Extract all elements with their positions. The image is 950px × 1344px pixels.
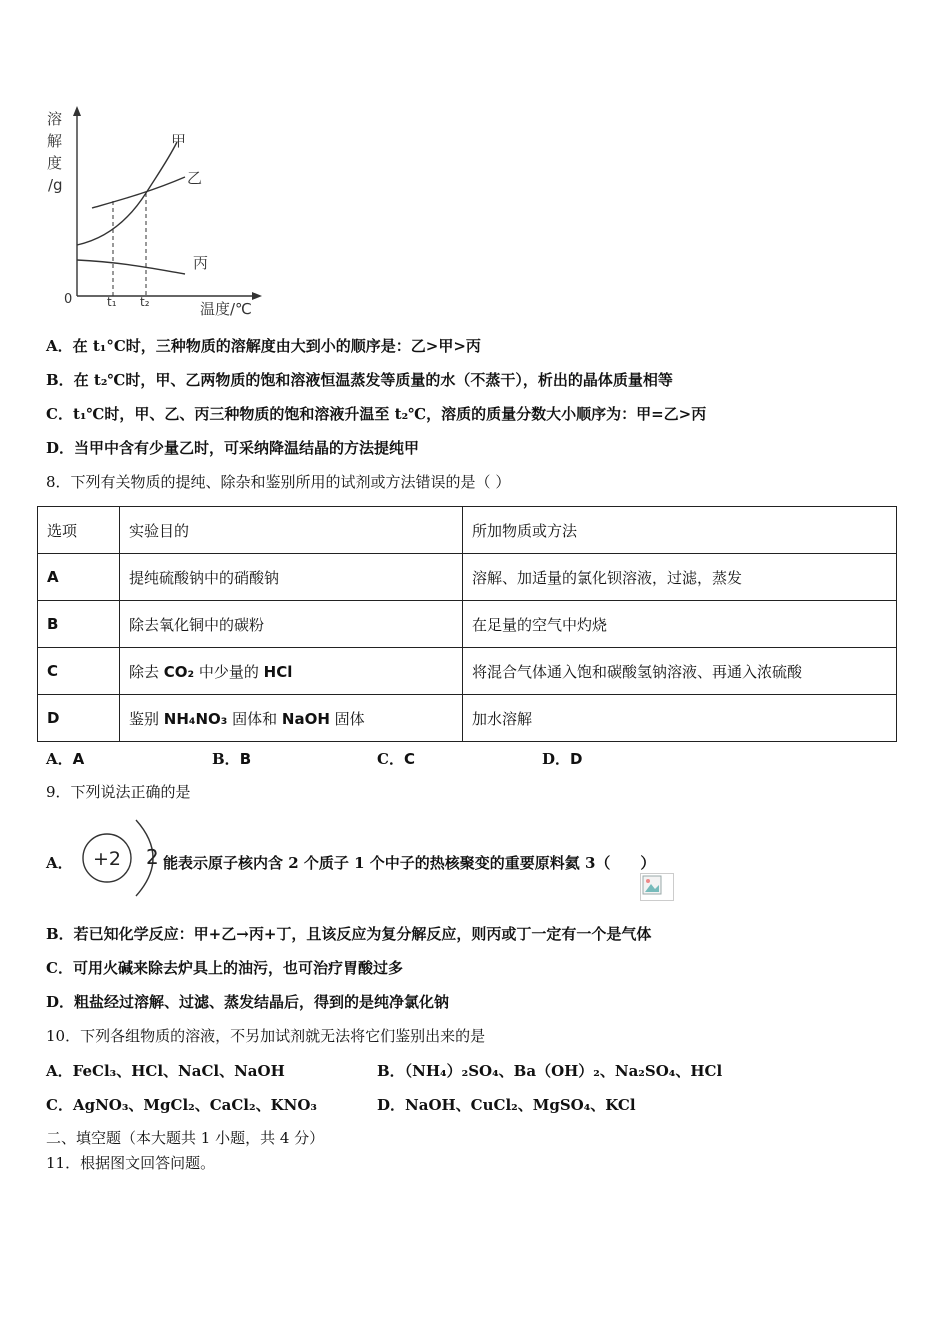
solubility-graph — [40, 100, 270, 325]
q7-option-a: A．在 t₁°C时，三种物质的溶解度由大到小的顺序是：乙>甲>丙 — [46, 337, 481, 355]
header-method: 所加物质或方法 — [463, 507, 897, 554]
table-row — [38, 648, 897, 695]
q7-option-b: B．在 t₂℃时，甲、乙两物质的饱和溶液恒温蒸发等质量的水（不蒸干），析出的晶体质量相等 — [46, 371, 673, 389]
row-method: 将混合气体通入饱和碳酸氢钠溶液、再通入浓硫酸 — [463, 648, 897, 695]
q9-option-a-prefix: A． — [46, 854, 73, 872]
q8-answer-c: C．C — [377, 750, 415, 768]
q10-option-b: B．（NH₄）₂SO₄、Ba（OH）₂、Na₂SO₄、HCl — [377, 1062, 723, 1080]
nucleus-charge: +2 — [92, 848, 122, 870]
y-label-4: /g — [48, 176, 63, 194]
header-goal: 实验目的 — [120, 507, 463, 554]
header-option: 选项 — [38, 507, 120, 554]
q10-option-d: D．NaOH、CuCl₂、MgSO₄、KCl — [377, 1096, 636, 1114]
section-2-title: 二、填空题（本大题共 1 小题，共 4 分） — [46, 1129, 325, 1147]
broken-image-icon — [640, 873, 674, 901]
y-axis-arrow — [73, 106, 81, 116]
q7-option-c: C．t₁℃时，甲、乙、丙三种物质的饱和溶液升温至 t₂℃，溶质的质量分数大小顺序为：甲=乙>丙 — [46, 405, 707, 423]
row-option: D — [38, 695, 120, 742]
table-row — [38, 695, 897, 742]
q10-option-a: A．FeCl₃、HCl、NaCl、NaOH — [46, 1062, 285, 1080]
table-row — [38, 601, 897, 648]
row-method: 溶解、加适量的氯化钡溶液，过滤，蒸发 — [463, 554, 897, 601]
row-goal: 鉴别 NH₄NO₃ 固体和 NaOH 固体 — [120, 695, 463, 742]
table-header-row — [38, 507, 897, 554]
curve-jia-label: 甲 — [171, 132, 187, 150]
y-label-2: 解 — [47, 132, 63, 150]
origin-label: 0 — [64, 292, 73, 307]
row-goal: 除去氧化铜中的碳粉 — [120, 601, 463, 648]
x-axis-arrow — [252, 292, 262, 300]
row-method: 在足量的空气中灼烧 — [463, 601, 897, 648]
y-label-1: 溶 — [47, 110, 63, 128]
q9-option-b: B．若已知化学反应：甲+乙→丙+丁，且该反应为复分解反应，则丙或丁一定有一个是气体 — [46, 925, 652, 943]
row-method: 加水溶解 — [463, 695, 897, 742]
q11-stem: 11．根据图文回答问题。 — [46, 1154, 216, 1172]
t2-label: t₂ — [140, 295, 150, 309]
row-goal: 提纯硫酸钠中的硝酸钠 — [120, 554, 463, 601]
q8-answer-a: A．A — [46, 750, 85, 768]
row-option: A — [38, 554, 120, 601]
q9-option-d: D．粗盐经过溶解、过滤、蒸发结晶后，得到的是纯净氯化钠 — [46, 993, 450, 1011]
q7-option-d: D．当甲中含有少量乙时，可采纳降温结晶的方法提纯甲 — [46, 439, 420, 457]
curve-bing — [77, 260, 185, 274]
row-option: C — [38, 648, 120, 695]
y-label-3: 度 — [47, 154, 63, 172]
q10-option-c: C．AgNO₃、MgCl₂、CaCl₂、KNO₃ — [46, 1096, 317, 1114]
q9-option-a-text: 能表示原子核内含 2 个质子 1 个中子的热核聚变的重要原料氦 3（ ） — [163, 854, 656, 872]
curve-bing-label: 丙 — [193, 254, 209, 272]
curve-yi-label: 乙 — [187, 169, 203, 187]
q8-answer-d: D．D — [542, 750, 583, 768]
q8-table — [37, 506, 897, 742]
q8-answer-b: B．B — [212, 750, 252, 768]
shell-electron-count: 2 — [146, 845, 159, 869]
row-option: B — [38, 601, 120, 648]
q10-stem: 10．下列各组物质的溶液，不另加试剂就无法将它们鉴别出来的是 — [46, 1027, 486, 1045]
t1-label: t₁ — [107, 295, 117, 309]
row-goal: 除去 CO₂ 中少量的 HCl — [120, 648, 463, 695]
q8-stem: 8．下列有关物质的提纯、除杂和鉴别所用的试剂或方法错误的是（ ） — [46, 473, 511, 491]
curve-jia — [77, 142, 177, 245]
q9-stem: 9．下列说法正确的是 — [46, 783, 191, 801]
table-row — [38, 554, 897, 601]
x-axis-label: 温度/℃ — [200, 300, 252, 318]
atom-structure-diagram — [78, 818, 168, 898]
q9-option-c: C．可用火碱来除去炉具上的油污，也可治疗胃酸过多 — [46, 959, 403, 977]
